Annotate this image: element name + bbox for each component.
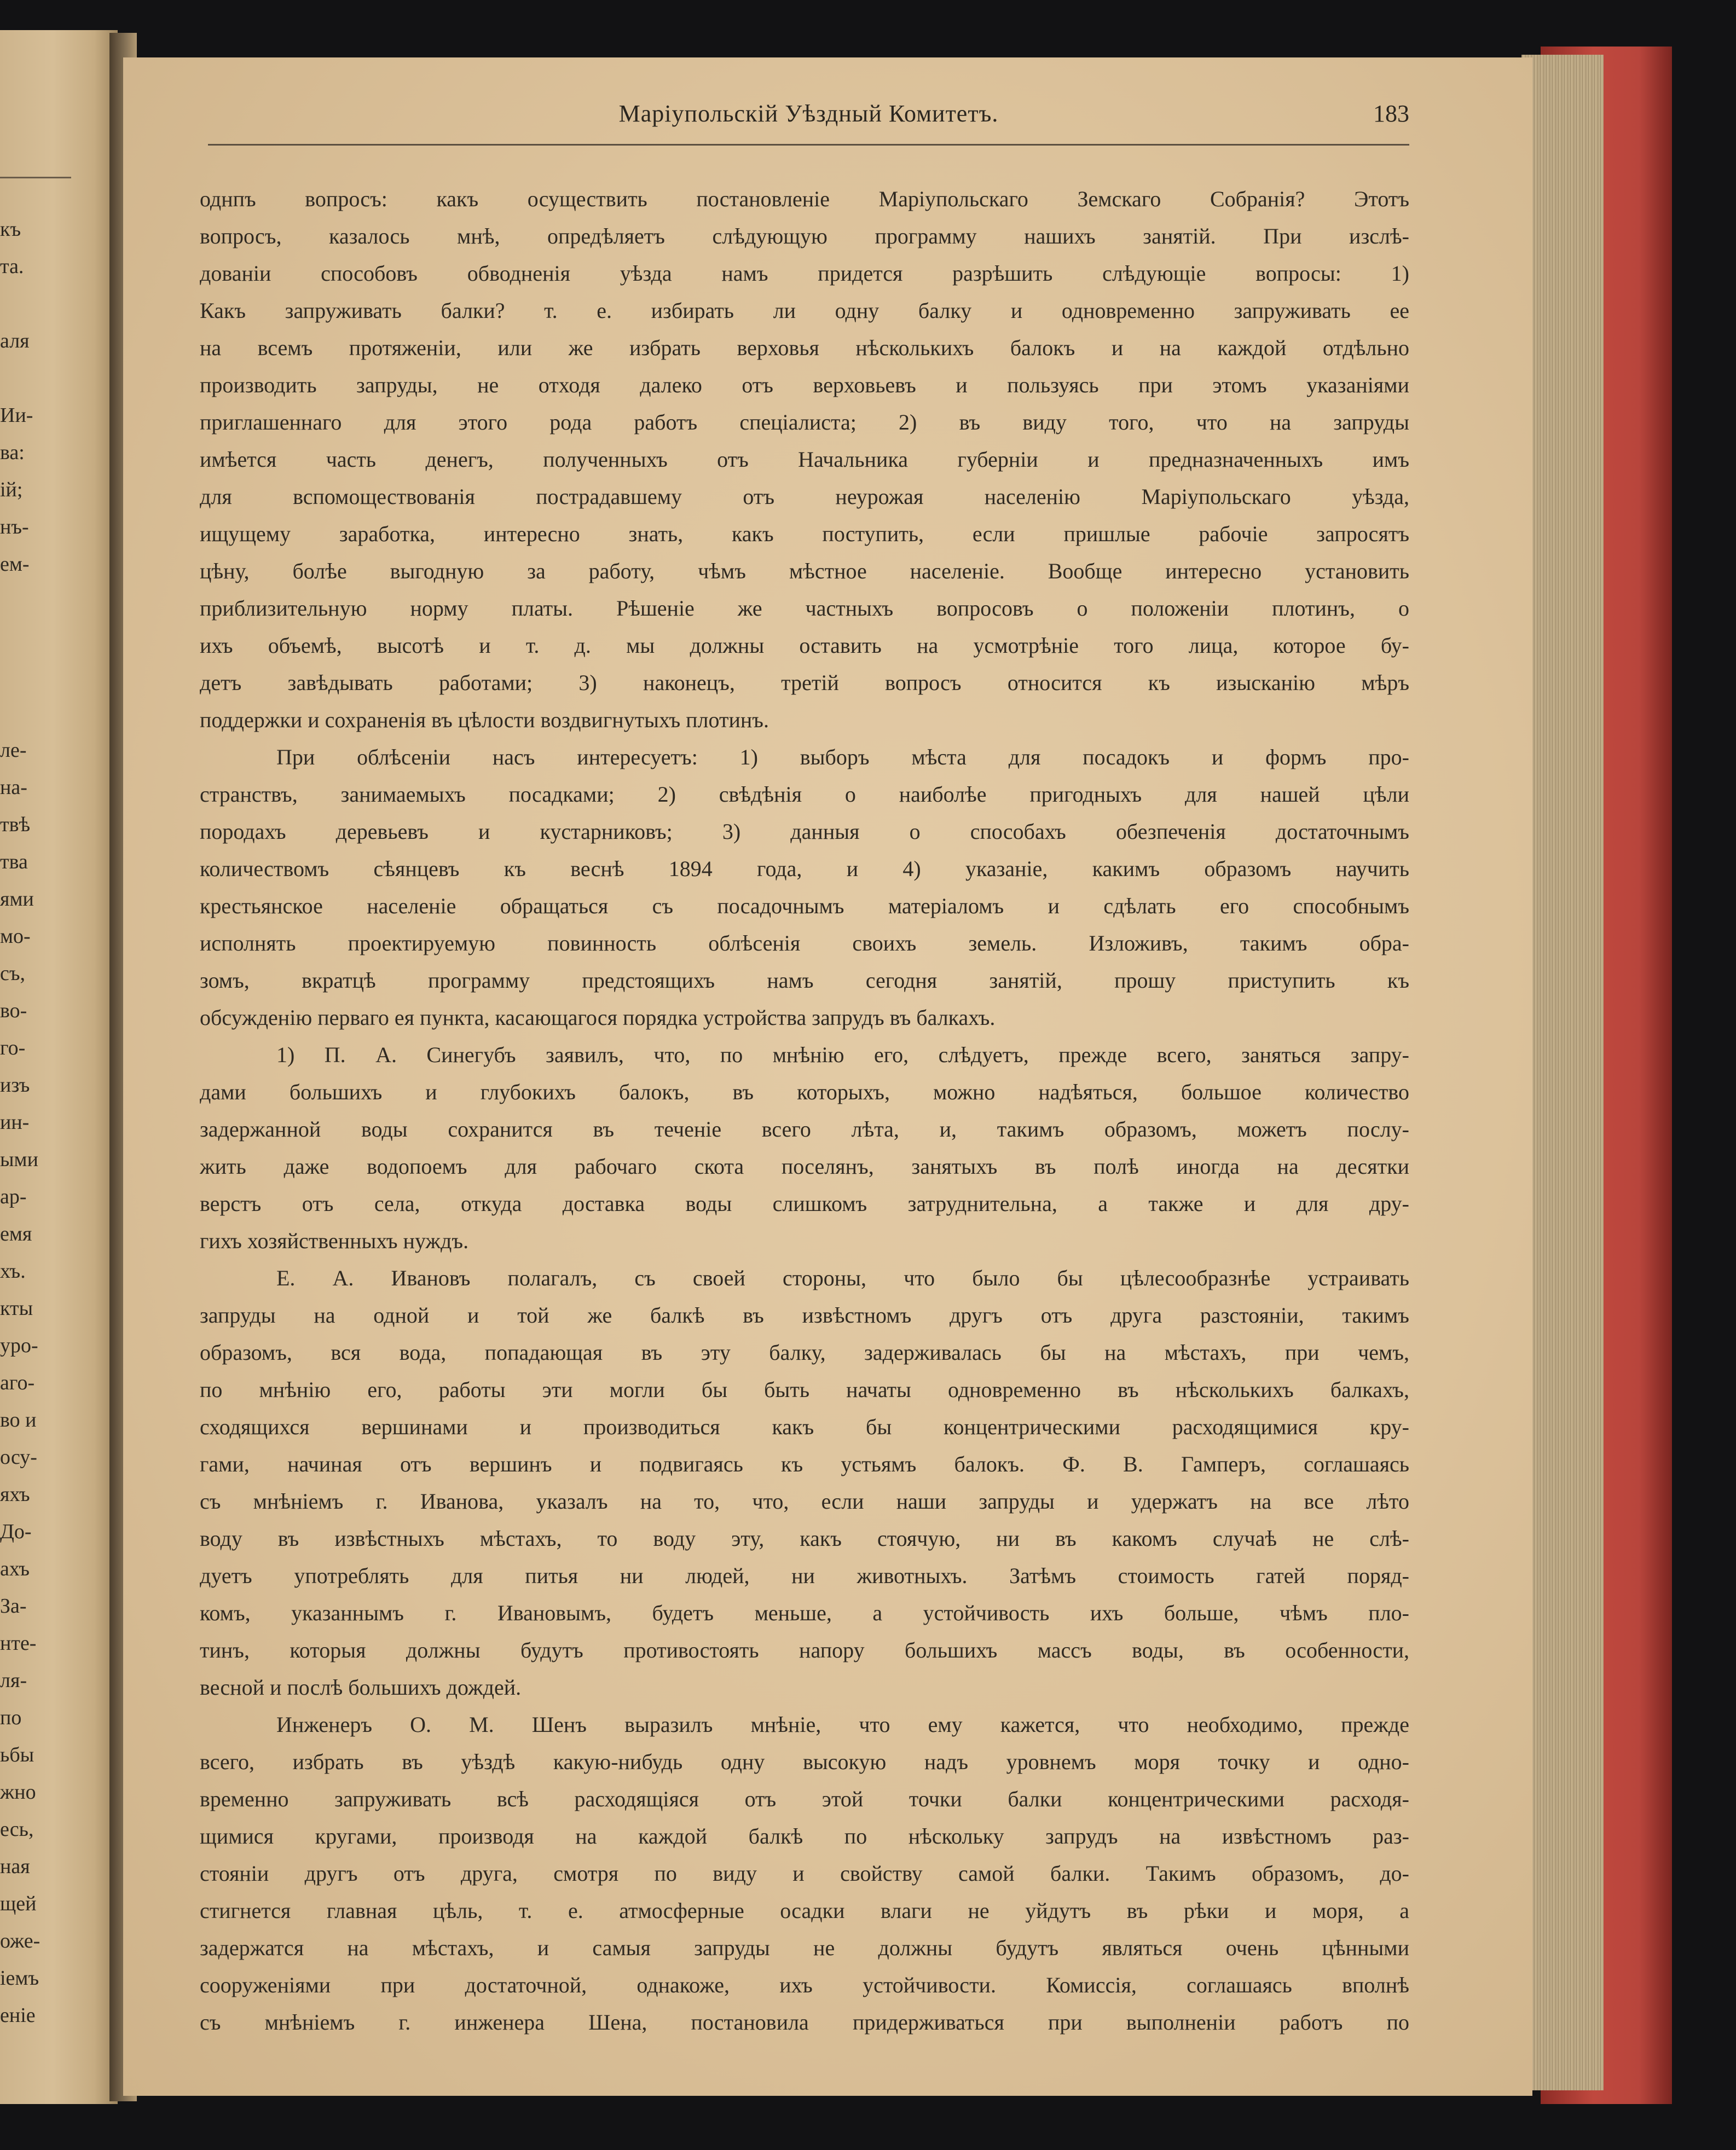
text-line: обсужденію перваго ея пункта, касающагося порядка устройства запрудъ въ балкахъ. [200, 1005, 996, 1030]
left-page-fragment: щей [0, 1892, 37, 1915]
left-page-fragment [0, 694, 118, 732]
text-line: воду въ извѣстныхъ мѣстахъ, то воду эту, какъ стоячую, ни въ какомъ случаѣ не слѣ- [200, 1526, 1409, 1551]
text-line: детъ завѣдывать работами; 3) наконецъ, третій вопросъ относится къ изысканію мѣръ [200, 670, 1409, 695]
text-line: крестьянское населеніе обращаться съ посадочнымъ матеріаломъ и сдѣлать его способнымъ [200, 894, 1409, 918]
text-line: дованіи способовъ обводненія уѣзда намъ придется разрѣшить слѣдующіе вопросы: 1) [200, 261, 1409, 286]
text-line: Инженеръ О. М. Шенъ выразилъ мнѣніе, что ему кажется, что необходимо, прежде [276, 1712, 1409, 1737]
left-page-fragment: яхъ [0, 1483, 30, 1506]
left-page-fragment: есь, [0, 1818, 34, 1841]
left-page-edge [0, 30, 118, 2104]
left-page-fragment: съ, [0, 962, 26, 985]
text-line: жить даже водопоемъ для рабочаго скота поселянъ, занятыхъ въ полѣ иногда на десятки [200, 1154, 1409, 1179]
text-line: ищущему заработка, интересно знать, какъ поступить, если пришлые рабочіе запросятъ [200, 521, 1409, 546]
text-line: приблизительную норму платы. Рѣшеніе же частныхъ вопросовъ о положеніи плотинъ, о [200, 596, 1409, 621]
text-line: комъ, указаннымъ г. Ивановымъ, будетъ меньше, а устойчивость ихъ больше, чѣмъ пло- [200, 1601, 1409, 1625]
left-page-fragment: іемъ [0, 1967, 39, 1990]
left-page-fragment: твѣ [0, 813, 31, 836]
text-line: дуетъ употреблять для питья ни людей, ни животныхъ. Затѣмъ стоимость гатей поряд- [200, 1563, 1409, 1588]
text-line: образомъ, вся вода, попадающая въ эту балку, задерживалась бы на мѣстахъ, при чемъ, [200, 1340, 1409, 1365]
text-line: съ мнѣніемъ г. инженера Шена, постановила придерживаться при выполненіи работъ по [200, 2010, 1409, 2035]
text-line: количествомъ сѣянцевъ къ веснѣ 1894 года, и 4) указаніе, какимъ образомъ научить [200, 856, 1409, 881]
left-page-fragment: изъ [0, 1074, 30, 1097]
left-page-fragment [0, 620, 118, 657]
text-line: гами, начиная отъ вершинъ и подвигаясь къ устьямъ балокъ. Ф. В. Гамперъ, соглашаясь [200, 1452, 1409, 1476]
text-line: всего, избрать въ уѣздѣ какую-нибудь одну высокую надъ уровнемъ моря точку и одно- [200, 1749, 1409, 1774]
text-line: странствъ, занимаемыхъ посадками; 2) свѣдѣнія о наиболѣе пригодныхъ для нашей цѣли [200, 782, 1409, 807]
left-page-fragment: За- [0, 1595, 27, 1618]
left-page-fragment: ахъ [0, 1557, 30, 1580]
left-page-fragment: нъ- [0, 515, 29, 538]
left-page-fragment: нте- [0, 1632, 37, 1655]
text-line: стояніи другъ отъ друга, смотря по виду и свойству самой балки. Такимъ образомъ, до- [200, 1861, 1409, 1886]
left-page-fragment: жно [0, 1781, 36, 1804]
left-page-fragment: ле- [0, 739, 27, 762]
text-line: временно запруживать всѣ расходящіяся отъ этой точки балки концентрическими расходя- [200, 1787, 1409, 1811]
left-page-fragment [0, 285, 118, 322]
page-header [208, 100, 1409, 143]
page-stack-edges [1521, 55, 1604, 2090]
text-line: вопросъ, казалось мнѣ, опредѣляетъ слѣдующую программу нашихъ занятій. При изслѣ- [200, 224, 1409, 248]
left-page-fragment: на- [0, 776, 27, 799]
left-page-fragment: хъ. [0, 1260, 26, 1283]
text-line: гихъ хозяйственныхъ нуждъ. [200, 1228, 469, 1253]
left-page-rule [0, 177, 71, 178]
text-line: цѣну, болѣе выгодную за работу, чѣмъ мѣстное населеніе. Вообще интересно установить [200, 559, 1409, 583]
left-page-fragment: ин- [0, 1111, 30, 1134]
text-line: стигнется главная цѣль, т. е. атмосферные осадки влаги не уйдутъ въ рѣки и моря, а [200, 1898, 1409, 1923]
text-line: При облѣсеніи насъ интересуетъ: 1) выборъ мѣста для посадокъ и формъ про- [276, 745, 1409, 769]
text-line: задержанной воды сохранится въ теченіе всего лѣта, и, такимъ образомъ, можетъ послу- [200, 1117, 1409, 1141]
text-line: однпъ вопросъ: какъ осуществить постановленіе Маріупольскаго Земскаго Собранія? Этотъ [200, 187, 1409, 211]
text-line: Е. А. Ивановъ полагалъ, съ своей стороны, что было бы цѣлесообразнѣе устраивать [276, 1266, 1409, 1290]
left-page-fragment: ная [0, 1855, 30, 1878]
text-line: для вспомоществованія пострадавшему отъ неурожая населенію Маріупольскаго уѣзда, [200, 484, 1409, 509]
body-text [200, 181, 1409, 2041]
text-line: породахъ деревьевъ и кустарниковъ; 3) данныя о способахъ обезпеченія достаточнымъ [200, 819, 1409, 844]
text-line: сходящихся вершинами и производиться какъ бы концентрическими расходящимися кру- [200, 1415, 1409, 1439]
left-page-fragment: оже- [0, 1929, 40, 1952]
left-page-fragment: Ии- [0, 404, 33, 427]
left-page-fragment: ями [0, 888, 34, 911]
text-line: производить запруды, не отходя далеко отъ верховьевъ и пользуясь при этомъ указаніями [200, 373, 1409, 397]
left-page-fragment: ар- [0, 1185, 27, 1208]
left-page-fragment: еніе [0, 2004, 36, 2027]
left-page-fragment: уро- [0, 1334, 38, 1357]
text-line: зомъ, вкратцѣ программу предстоящихъ намъ сегодня занятій, прошу приступить къ [200, 968, 1409, 993]
left-page-fragment: та. [0, 255, 24, 278]
left-page-fragment: осу- [0, 1446, 37, 1469]
text-line: по мнѣнію его, работы эти могли бы быть начаты одновременно въ нѣсколькихъ балкахъ, [200, 1377, 1409, 1402]
text-line: дами большихъ и глубокихъ балокъ, въ которыхъ, можно надѣяться, большое количество [200, 1080, 1409, 1104]
left-page-fragment: ьбы [0, 1743, 34, 1766]
left-page-fragment: До- [0, 1520, 32, 1543]
left-page-fragment: ва: [0, 441, 25, 464]
text-line: исполнять проектируемую повинность облѣсенія своихъ земель. Изложивъ, такимъ обра- [200, 931, 1409, 955]
left-page-fragment: ем- [0, 553, 30, 576]
left-page-fragment: емя [0, 1222, 32, 1245]
left-page-fragment [0, 583, 118, 620]
left-page-fragment: кты [0, 1297, 33, 1320]
text-line: 1) П. А. Синегубъ заявилъ, что, по мнѣнію его, слѣдуетъ, прежде всего, заняться запру- [276, 1042, 1409, 1067]
left-page-fragment: ій; [0, 478, 23, 501]
left-page-fragment: во и [0, 1409, 37, 1432]
left-page-fragment: во- [0, 999, 27, 1022]
text-line: имѣется часть денегъ, полученныхъ отъ Начальника губерніи и предназначенныхъ имъ [200, 447, 1409, 472]
header-rule [208, 144, 1409, 146]
left-page-text [0, 211, 118, 2034]
text-line: ихъ объемѣ, высотѣ и т. д. мы должны оставить на усмотрѣніе того лица, которое бу- [200, 633, 1409, 658]
left-page-fragment: тва [0, 850, 28, 873]
text-line: щимися кругами, производя на каждой балкѣ по нѣскольку запрудъ на извѣстномъ раз- [200, 1824, 1409, 1848]
text-line: Какъ запруживать балки? т. е. избирать ли одну балку и одновременно запруживать ее [200, 298, 1409, 323]
text-line: приглашеннаго для этого рода работъ спеціалиста; 2) въ виду того, что на запруды [200, 410, 1409, 434]
text-line: сооруженіями при достаточной, однакоже, ихъ устойчивости. Комиссія, соглашаясь вполнѣ [200, 1973, 1409, 1997]
left-page-fragment: къ [0, 218, 21, 241]
text-line: задержатся на мѣстахъ, и самыя запруды не должны будутъ являться очень цѣнными [200, 1935, 1409, 1960]
left-page-fragment: мо- [0, 925, 31, 948]
text-line: съ мнѣніемъ г. Иванова, указалъ на то, что, если наши запруды и удержатъ на все лѣто [200, 1489, 1409, 1514]
left-page-fragment: аго- [0, 1371, 35, 1394]
text-line: поддержки и сохраненія въ цѣлости воздвигнутыхъ плотинъ. [200, 708, 769, 732]
text-line: запруды на одной и той же балкѣ въ извѣстномъ другъ отъ друга разстояніи, такимъ [200, 1303, 1409, 1328]
left-page-fragment [0, 360, 118, 397]
page-number: 183 [1373, 100, 1409, 127]
left-page-fragment: аля [0, 329, 30, 352]
left-page-fragment: по [0, 1706, 22, 1729]
text-line: весной и послѣ большихъ дождей. [200, 1675, 522, 1700]
left-page-fragment: ля- [0, 1669, 27, 1692]
text-line: тинъ, которыя должны будутъ противостоять напору большихъ массъ воды, въ особенности, [200, 1638, 1409, 1662]
left-page-fragment: ыми [0, 1148, 38, 1171]
text-line: верстъ отъ села, откуда доставка воды слишкомъ затруднительна, а также и для дру- [200, 1191, 1409, 1216]
left-page-fragment: го- [0, 1036, 26, 1059]
running-title: Маріупольскій Уѣздный Комитетъ. [618, 100, 999, 127]
text-line: на всемъ протяженіи, или же избрать верховья нѣсколькихъ балокъ и на каждой отдѣльно [200, 335, 1409, 360]
left-page-fragment [0, 657, 118, 694]
